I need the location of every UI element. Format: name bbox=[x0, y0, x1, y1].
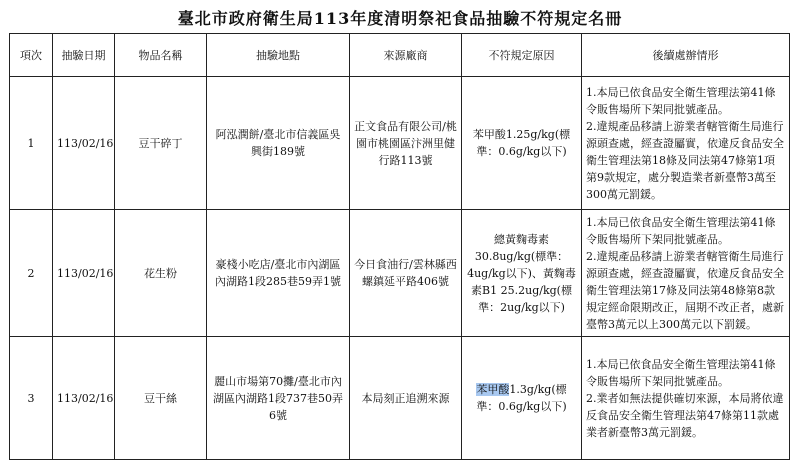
table-row bbox=[10, 77, 790, 210]
reason-text: 總黃麴毒素30.8ug/kg(標準：4ug/kg以下)、黃麴毒素B1 25.2ug/kg(標準：2ug/kg以下) bbox=[467, 232, 576, 314]
cell-reason bbox=[462, 210, 582, 337]
cell-followup bbox=[582, 337, 790, 460]
cell-item: 豆干碎丁 bbox=[115, 77, 207, 210]
noncompliance-table bbox=[9, 33, 790, 460]
cell-followup bbox=[582, 210, 790, 337]
header-date: 抽驗日期 bbox=[53, 34, 115, 77]
cell-followup bbox=[582, 77, 790, 210]
followup-item: 2.業者如無法提供確切來源，本局將依違反食品安全衛生管理法第47條第11款處業者新臺幣3萬元罰鍰。 bbox=[586, 391, 784, 439]
cell-item: 豆干絲 bbox=[115, 337, 207, 460]
document-title: 臺北市政府衛生局113年度清明祭祀食品抽驗不符規定名冊 bbox=[177, 8, 623, 28]
cell-reason bbox=[462, 337, 582, 460]
cell-no: 3 bbox=[10, 337, 53, 460]
table-row bbox=[10, 210, 790, 337]
cell-location: 麗山市場第70攤/臺北市內湖區內湖路1段737巷50弄6號 bbox=[207, 337, 350, 460]
cell-location: 豪棧小吃店/臺北市內湖區內湖路1段285巷59弄1號 bbox=[207, 210, 350, 337]
cell-no: 1 bbox=[10, 77, 53, 210]
cell-date: 113/02/16 bbox=[53, 210, 115, 337]
cell-source: 今日食油行/雲林縣西螺鎮延平路406號 bbox=[350, 210, 462, 337]
cell-date: 113/02/16 bbox=[53, 77, 115, 210]
header-no: 項次 bbox=[10, 34, 53, 77]
header-location: 抽驗地點 bbox=[207, 34, 350, 77]
reason-text: 1.3g/kg(標準：0.6g/kg以下) bbox=[476, 383, 567, 413]
header-reason: 不符規定原因 bbox=[462, 34, 582, 77]
header-row bbox=[10, 34, 790, 77]
followup-item: 2.違規產品移請上游業者轄管衛生局進行源頭查處，經查證屬實，依違反食品安全衛生管理法第18條及同法第47條第1項第9款規定，處分製造業者新臺幣3萬至300萬元罰鍰。 bbox=[586, 119, 784, 201]
followup-item: 1.本局已依食品安全衛生管理法第41條令販售場所下架同批號產品。 bbox=[586, 357, 776, 388]
cell-no: 2 bbox=[10, 210, 53, 337]
followup-item: 1.本局已依食品安全衛生管理法第41條令販售場所下架同批號產品。 bbox=[586, 215, 776, 246]
cell-reason bbox=[462, 77, 582, 210]
followup-item: 2.違規產品移請上游業者轄管衛生局進行源頭查處，經查證屬實，依違反食品安全衛生管理法第17條及同法第48條第8款規定經命限期改正，屆期不改正者，處新臺幣3萬元以上300萬元以下罰鍰。 bbox=[586, 249, 784, 331]
cell-location: 阿泓潤餅/臺北市信義區吳興街189號 bbox=[207, 77, 350, 210]
table-row bbox=[10, 337, 790, 460]
header-item: 物品名稱 bbox=[115, 34, 207, 77]
cell-item: 花生粉 bbox=[115, 210, 207, 337]
cell-source: 本局刻正追溯來源 bbox=[350, 337, 462, 460]
header-source: 來源廠商 bbox=[350, 34, 462, 77]
reason-text: 苯甲酸1.25g/kg(標準：0.6g/kg以下) bbox=[472, 128, 571, 158]
reason-highlight: 苯甲酸 bbox=[476, 383, 510, 396]
header-followup: 後續處辦情形 bbox=[582, 34, 790, 77]
followup-item: 1.本局已依食品安全衛生管理法第41條令販售場所下架同批號產品。 bbox=[586, 85, 776, 116]
cell-source: 正文食品有限公司/桃園市桃園區汴洲里健行路113號 bbox=[350, 77, 462, 210]
cell-date: 113/02/16 bbox=[53, 337, 115, 460]
